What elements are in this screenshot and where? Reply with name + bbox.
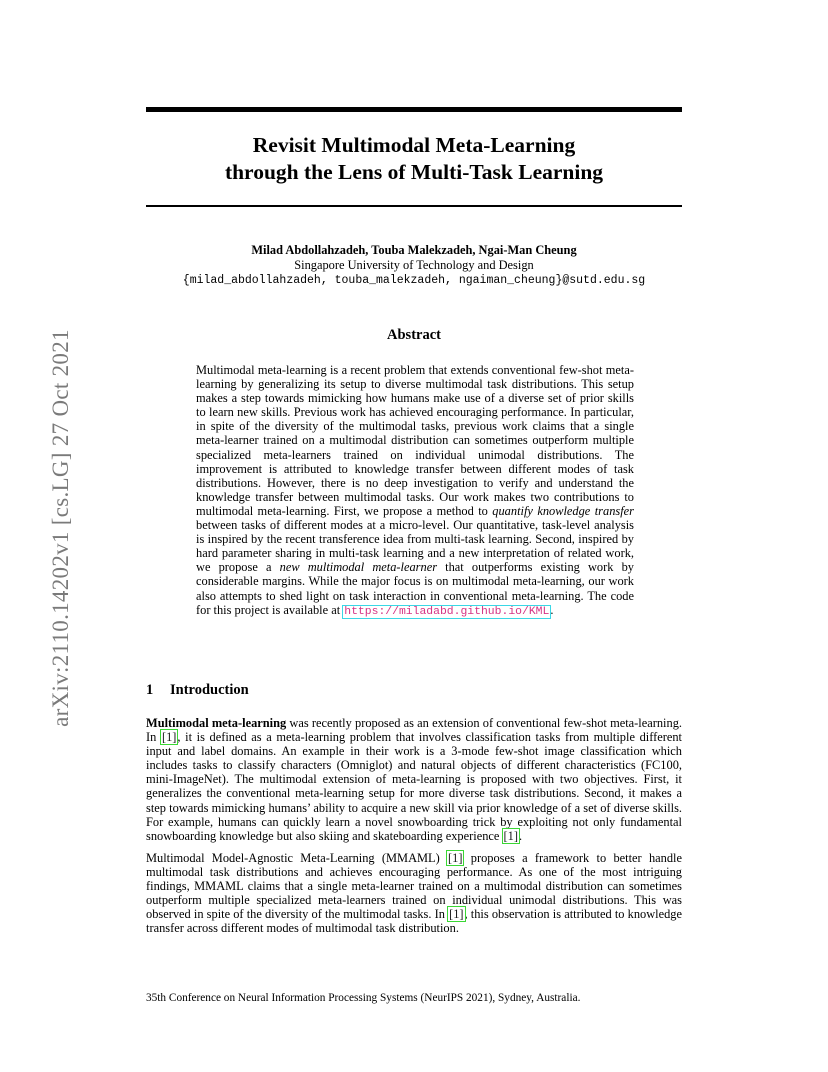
citation-link[interactable]: [1]: [449, 907, 464, 922]
intro-p1-text-a: was recently proposed as an extension of conventional few-shot meta-learning. In: [146, 716, 682, 745]
intro-paragraph-2: [146, 851, 682, 936]
intro-p1-text-c: .: [518, 828, 523, 843]
section-number: 1: [146, 682, 154, 698]
author-emails: {milad_abdollahzadeh, touba_malekzadeh, ngaiman_cheung}@sutd.edu.sg: [182, 274, 646, 287]
title-line-1: Revisit Multimodal Meta-Learning: [252, 133, 576, 157]
abstract-text-4: .: [550, 602, 554, 617]
abstract-text-2: between tasks of different modes at a micro-level. Our quantitative, task-level analysis is inspired by the recent transference idea from multi-task learning. Second, inspired by hard parameter sharing in multi-task learning and a new interpretation of related work, we propose a: [196, 518, 634, 575]
intro-p1-text-b: , it is defined as a meta-learning problem that involves classification tasks from multiple different input and label domains. An example in their work is a 3-mode few-shot image classification which includes tasks to classify characters (Omniglot) and natural objects of different characteristics (FC100, mini-ImageNet). The multimodal extension of meta-learning is proposed with two objectives. First, it generalizes the conventional meta-learning setup for more diverse task distributions. Second, it makes a step towards mimicking humans’ ability to acquire a new skill via prior knowledge of a set of diverse skills. For example, humans can quickly learn a novel snowboarding trick by exploiting not only fundamental snowboarding knowledge but also skiing and skateboarding experience: [146, 730, 683, 843]
conference-footnote: 35th Conference on Neural Information Processing Systems (NeurIPS 2021), Sydney, Australia.: [146, 992, 581, 1004]
title-bottom-rule: [146, 205, 682, 207]
intro-paragraph-1: [146, 716, 682, 843]
project-code-link[interactable]: https://miladabd.github.io/KML: [344, 605, 550, 618]
arxiv-sidebar-stamp: [41, 295, 81, 761]
section-heading-introduction: [146, 682, 249, 699]
intro-p2-text-a: Multimodal Model-Agnostic Meta-Learning (MMAML): [146, 850, 448, 865]
title-top-rule: [146, 107, 682, 112]
introduction-body: [146, 716, 682, 943]
citation-link[interactable]: [1]: [161, 730, 177, 745]
abstract-text-1: Multimodal meta-learning is a recent problem that extends conventional few-shot meta-learning by generalizing its setup to diverse multimodal task distributions. This setup makes a step towards mimicking how humans make use of a diverse set of prior skills to learn new skills. Previous work has achieved encouraging performance. In particular, in spite of the diversity of the multimodal tasks, previous work claims that a single meta-learner trained on a multimodal distribution can sometimes outperform multiple specialized meta-learners trained on individual unimodal distributions. The improvement is attributed to knowledge transfer between different modes of task distributions. However, there is no deep investigation to verify and understand the knowledge transfer between multimodal tasks. Our work makes two contributions to multimodal meta-learning. First, we propose a method to: [196, 363, 634, 518]
abstract-emphasis-2: new multimodal meta-learner: [279, 560, 438, 575]
arxiv-id-text: arXiv:2110.14202v1 [cs.LG] 27 Oct 2021: [48, 329, 73, 727]
citation-link[interactable]: [1]: [503, 828, 518, 843]
intro-p2-text-b: proposes a framework to better handle multimodal task distributions and achieves encouraging performance. As one of the most intriguing findings, MMAML claims that a single meta-learner trained on a multimodal distribution can sometimes outperform multiple specialized meta-learners trained on individual unimodal distributions. This was observed in spite of the diversity of the multimodal tasks. In: [146, 850, 682, 922]
title-line-2: through the Lens of Multi-Task Learning: [224, 160, 604, 184]
abstract-heading: Abstract: [387, 327, 441, 343]
intro-bold-term: Multimodal meta-learning: [146, 716, 287, 730]
section-title: Introduction: [170, 682, 249, 698]
author-names: Milad Abdollahzadeh, Touba Malekzadeh, Ngai-Man Cheung: [251, 243, 577, 257]
abstract-paragraph: [196, 363, 634, 619]
paper-title: [146, 132, 682, 186]
citation-link[interactable]: [1]: [448, 850, 463, 865]
intro-p2-text-c: , this observation is attributed to knowledge transfer across different modes of multimodal task distribution.: [146, 907, 682, 936]
author-block: [100, 243, 728, 288]
abstract-emphasis-1: quantify knowledge transfer: [492, 503, 634, 518]
author-affiliation: Singapore University of Technology and Design: [294, 258, 534, 272]
abstract-body: [196, 363, 634, 619]
abstract-text-3: that outperforms existing work by considerable margins. While the major focus is on multimodal meta-learning, our work also attempts to shed light on task interaction in conventional meta-learning. The code for this project is available at: [196, 560, 634, 617]
